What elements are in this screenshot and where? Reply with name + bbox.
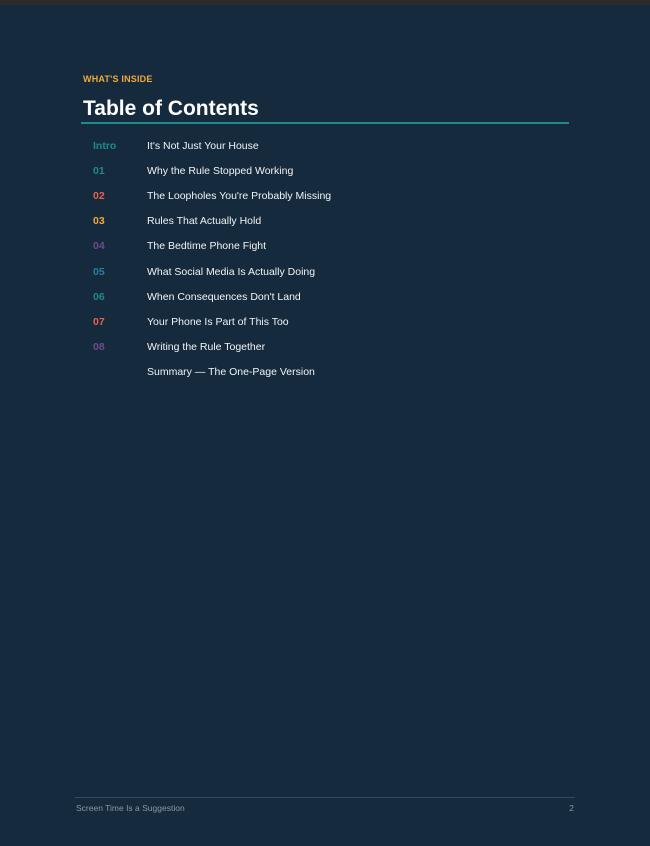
toc-entry-title: The Loopholes You're Probably Missing: [147, 189, 332, 202]
toc-entry[interactable]: [93, 259, 553, 284]
footer-divider: [75, 797, 575, 798]
top-edge-bar: [0, 0, 650, 5]
toc-entry-title: The Bedtime Phone Fight: [147, 240, 267, 253]
toc-entry-number: Intro: [93, 139, 117, 152]
toc-entry-number: 07: [93, 315, 105, 328]
footer-page-number: 2: [569, 803, 574, 813]
toc-entry[interactable]: [93, 183, 553, 208]
toc-entry[interactable]: [93, 158, 553, 183]
toc-entry-number: 03: [93, 215, 105, 228]
toc-entry-title: Summary — The One-Page Version: [147, 366, 315, 379]
toc-entry-number: 06: [93, 290, 105, 303]
title-underline: [81, 122, 569, 124]
toc-entry[interactable]: [93, 209, 553, 234]
toc-entry-number: 08: [93, 341, 105, 354]
toc-entry-title: Your Phone Is Part of This Too: [147, 315, 289, 328]
toc-entry[interactable]: [93, 335, 553, 360]
toc-entry[interactable]: [93, 234, 553, 259]
toc-entry-number: 05: [93, 265, 105, 278]
toc-entry-number: 04: [93, 240, 105, 253]
toc-entry[interactable]: [93, 284, 553, 309]
toc-entry-title: It's Not Just Your House: [147, 139, 259, 152]
page-title: Table of Contents: [83, 97, 259, 120]
toc-entry[interactable]: [93, 360, 553, 385]
table-of-contents: [93, 133, 553, 385]
toc-entry[interactable]: [93, 133, 553, 158]
toc-entry-title: Writing the Rule Together: [147, 341, 266, 354]
section-eyebrow: WHAT'S INSIDE: [83, 74, 153, 84]
footer-book-title: Screen Time Is a Suggestion: [76, 803, 185, 813]
toc-entry-number: 01: [93, 164, 105, 177]
toc-entry-number: 02: [93, 189, 105, 202]
toc-entry-title: Rules That Actually Hold: [147, 215, 262, 228]
toc-entry-title: Why the Rule Stopped Working: [147, 164, 294, 177]
toc-entry-title: When Consequences Don't Land: [147, 290, 301, 303]
toc-entry[interactable]: [93, 309, 553, 334]
toc-entry-title: What Social Media Is Actually Doing: [147, 265, 316, 278]
